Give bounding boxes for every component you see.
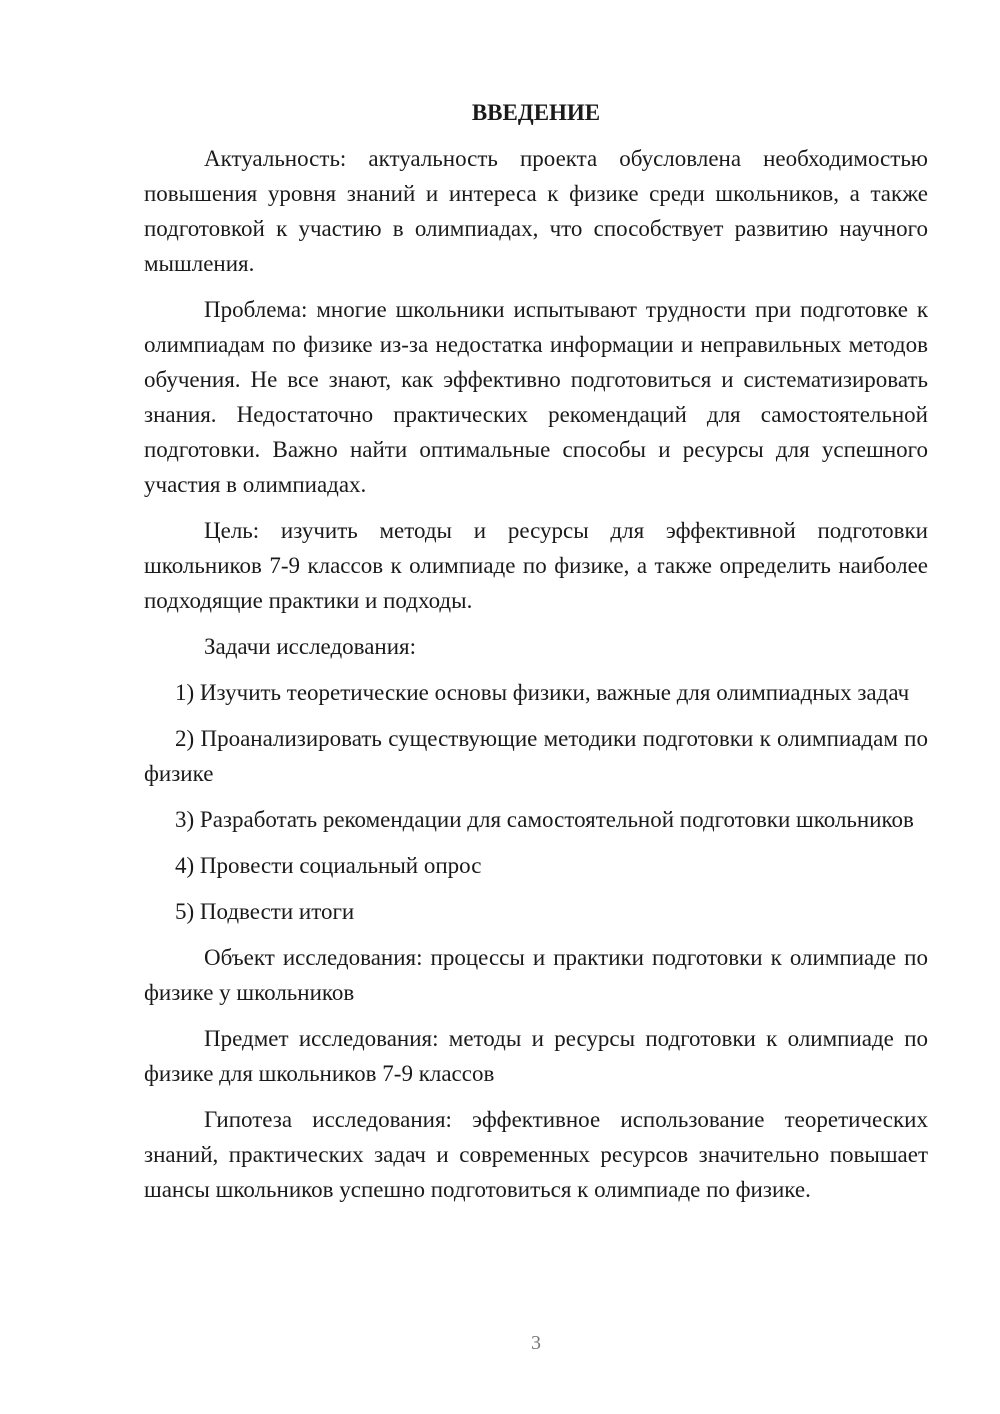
page-content xyxy=(144,95,928,1218)
tasks-heading: Задачи исследования: xyxy=(204,634,417,659)
relevance-paragraph: Актуальность: актуальность проекта обусловлена необходимостью повышения уровня знаний и интереса к физике среди школьников, а также подготовкой к участию в олимпиадах, что способствует развитию научного мышления. xyxy=(144,146,928,276)
hypothesis-paragraph: Гипотеза исследования: эффективное использование теоретических знаний, практических задач и современных ресурсов значительно повышает шансы школьников успешно подготовиться к олимпиаде по физике. xyxy=(144,1107,928,1202)
task-item-5: 5) Подвести итоги xyxy=(175,899,355,924)
task-item-3: 3) Разработать рекомендации для самостоятельной подготовки школьников xyxy=(175,807,914,832)
problem-paragraph: Проблема: многие школьники испытывают трудности при подготовке к олимпиадам по физике из-за недостатка информации и неправильных методов обучения. Не все знают, как эффективно подготовиться и систематизировать знания. Недостаточно практических рекомендаций для самостоятельной подготовки. Важно найти оптимальные способы и ресурсы для успешного участия в олимпиадах. xyxy=(144,297,928,497)
task-item-4: 4) Провести социальный опрос xyxy=(175,853,482,878)
goal-paragraph: Цель: изучить методы и ресурсы для эффективной подготовки школьников 7-9 классов к олимпиаде по физике, а также определить наиболее подходящие практики и подходы. xyxy=(144,518,928,613)
section-title: ВВЕДЕНИЕ xyxy=(471,100,601,125)
subject-paragraph: Предмет исследования: методы и ресурсы подготовки к олимпиаде по физике для школьников 7-9 классов xyxy=(144,1026,928,1086)
object-paragraph: Объект исследования: процессы и практики подготовки к олимпиаде по физике у школьников xyxy=(144,945,928,1005)
task-item-2: 2) Проанализировать существующие методики подготовки к олимпиадам по физике xyxy=(144,726,928,786)
task-item-1: 1) Изучить теоретические основы физики, важные для олимпиадных задач xyxy=(175,680,910,705)
page-number: 3 xyxy=(531,1332,541,1354)
